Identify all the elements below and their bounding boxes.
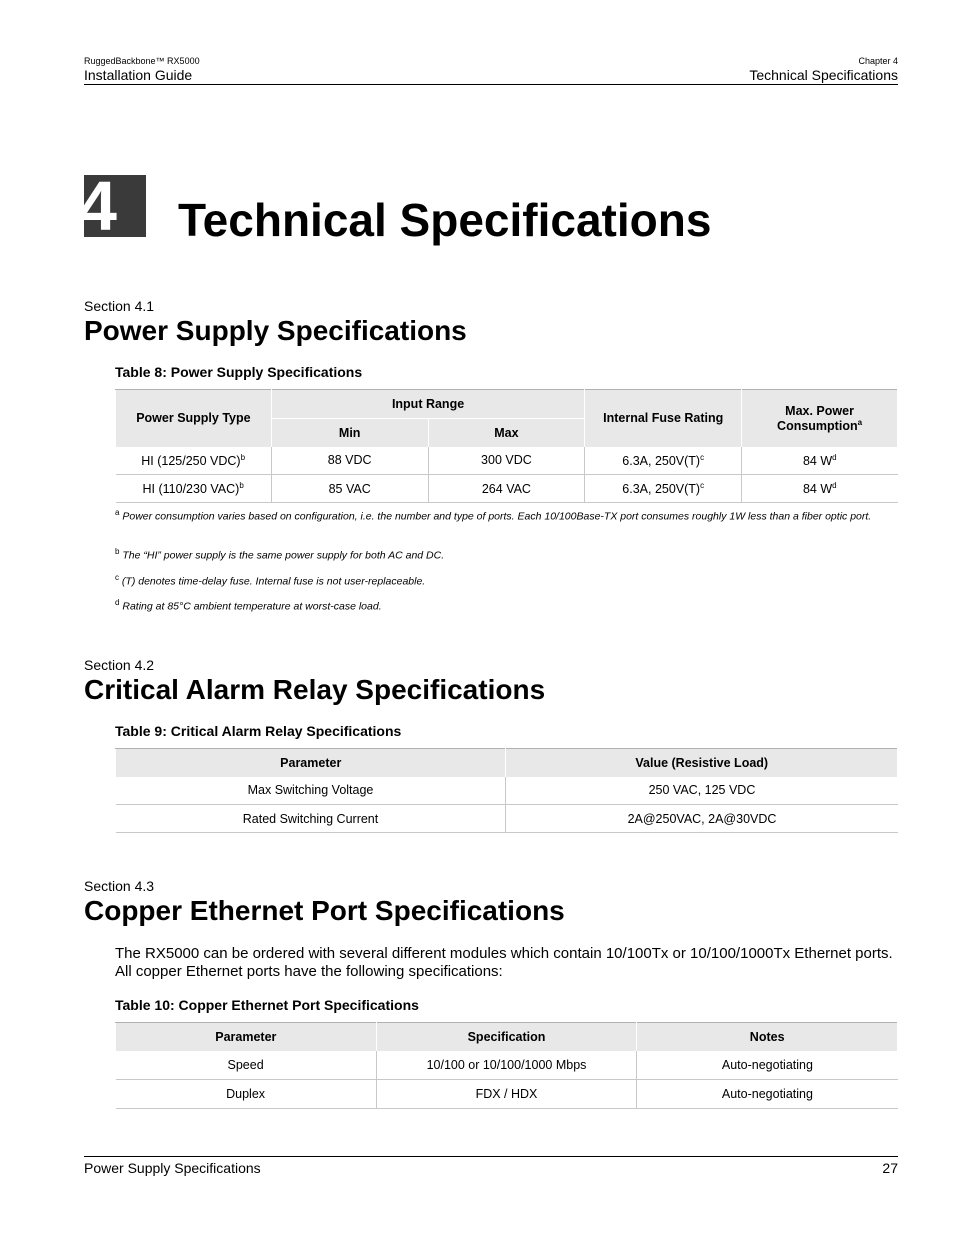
footnote-a: $^a$ Power consumption varies based on configuration, i.e. the number and type of ports. Each 10/100Base-TX port consumes roughly 1W less than a fiber optic port. (115, 508, 872, 523)
cell-value: 2A@250VAC, 2A@30VDC (506, 805, 898, 833)
header-product-name: RuggedBackbone™ RX5000 (84, 56, 200, 66)
footnote-c: $^c$ (T) denotes time-delay fuse. Internal fuse is not user-replaceable. (115, 573, 426, 588)
header-doc-title: Installation Guide (84, 67, 193, 83)
cell-max: 264 VAC (428, 475, 585, 503)
cell-parameter: Rated Switching Current (116, 805, 506, 833)
section-title: Power Supply Specifications (84, 315, 467, 346)
cell-max: 300 VDC (428, 447, 585, 475)
cell-type: HI (110/230 VAC)$^b$ (116, 475, 272, 503)
col-header-type: Power Supply Type (116, 390, 272, 447)
table-caption: Table 9: Critical Alarm Relay Specifications (115, 723, 402, 739)
section-title: Copper Ethernet Port Specifications (84, 895, 565, 926)
footnote-ref: d (832, 452, 837, 462)
col-header-parameter: Parameter (116, 749, 506, 777)
col-header-power-line1: Max. Power (785, 403, 854, 418)
table-caption: Table 8: Power Supply Specifications (115, 364, 363, 380)
footnote-ref: b (240, 452, 246, 462)
cell-notes: Auto-negotiating (637, 1080, 898, 1109)
section-label: Section 4.1 (84, 298, 155, 314)
table-row (116, 475, 898, 503)
copper-ethernet-table (115, 1022, 898, 1109)
col-header-parameter: Parameter (116, 1023, 377, 1051)
alarm-relay-table (115, 748, 898, 833)
col-header-notes: Notes (637, 1023, 898, 1051)
table-row (116, 777, 898, 805)
chapter-title: Technical Specifications (178, 194, 712, 246)
col-header-max: Max (428, 419, 585, 447)
footnote-ref: b (239, 480, 244, 490)
table-caption: Table 10: Copper Ethernet Port Specifications (115, 997, 419, 1013)
footnote-d: $^d$ Rating at 85°C ambient temperature at worst-case load. (115, 598, 382, 613)
section-title: Critical Alarm Relay Specifications (84, 674, 546, 705)
table-row (116, 1080, 898, 1109)
footnote-ref: a (857, 417, 863, 427)
table-row (116, 805, 898, 833)
cell-min: 85 VAC (271, 475, 428, 503)
cell-value: 250 VAC, 125 VDC (506, 777, 898, 805)
power-supply-table (115, 389, 898, 503)
cell-parameter: Max Switching Voltage (116, 777, 506, 805)
table-row (116, 1051, 898, 1080)
footer-section-name: Power Supply Specifications (84, 1160, 261, 1176)
cell-fuse: 6.3A, $250V(T)^c$ (585, 447, 742, 475)
footnote-ref: d (832, 480, 837, 490)
cell-fuse: 6.3A, $250V(T)^c$ (585, 475, 742, 503)
chapter-number-block (78, 167, 146, 245)
footnote-ref: c (700, 480, 705, 490)
col-header-value: Value (Resistive Load) (506, 749, 898, 777)
cell-min: 88 VDC (271, 447, 428, 475)
footnote-b: $^b$ The “HI” power supply is the same power supply for both AC and DC. (115, 547, 445, 562)
col-header-power (742, 390, 898, 447)
chapter-number: 4 (78, 167, 117, 245)
section-label: Section 4.3 (84, 878, 155, 894)
cell-specification: 10/100 or 10/100/1000 Mbps (376, 1051, 637, 1080)
section-label: Section 4.2 (84, 657, 155, 673)
footer-rule (84, 1156, 898, 1157)
col-header-min: Min (271, 419, 428, 447)
header-chapter-label: Chapter 4 (858, 56, 898, 66)
col-header-specification: Specification (376, 1023, 637, 1051)
page-number: 27 (882, 1160, 898, 1176)
col-header-fuse: Internal Fuse Rating (585, 390, 742, 447)
cell-power: 84 $W^d$ (742, 447, 898, 475)
body-paragraph: The RX5000 can be ordered with several different modules which contain 10/100Tx or 10/100/1000Tx Ethernet ports. All copper Ethernet ports have the following specifications: (115, 945, 893, 980)
col-header-power-line2: Consumption (777, 418, 858, 433)
header-chapter-title: Technical Specifications (749, 67, 898, 83)
header-rule (84, 84, 898, 85)
cell-specification: FDX / HDX (376, 1080, 637, 1109)
table-row (116, 447, 898, 475)
cell-parameter: Duplex (116, 1080, 377, 1109)
cell-notes: Auto-negotiating (637, 1051, 898, 1080)
cell-parameter: Speed (116, 1051, 377, 1080)
col-header-input-range: Input Range (271, 390, 585, 419)
cell-power: 84 $W^d$ (742, 475, 898, 503)
footnote-ref: c (700, 452, 705, 462)
cell-type: HI (125/250 VDC)$^b$ (116, 447, 272, 475)
